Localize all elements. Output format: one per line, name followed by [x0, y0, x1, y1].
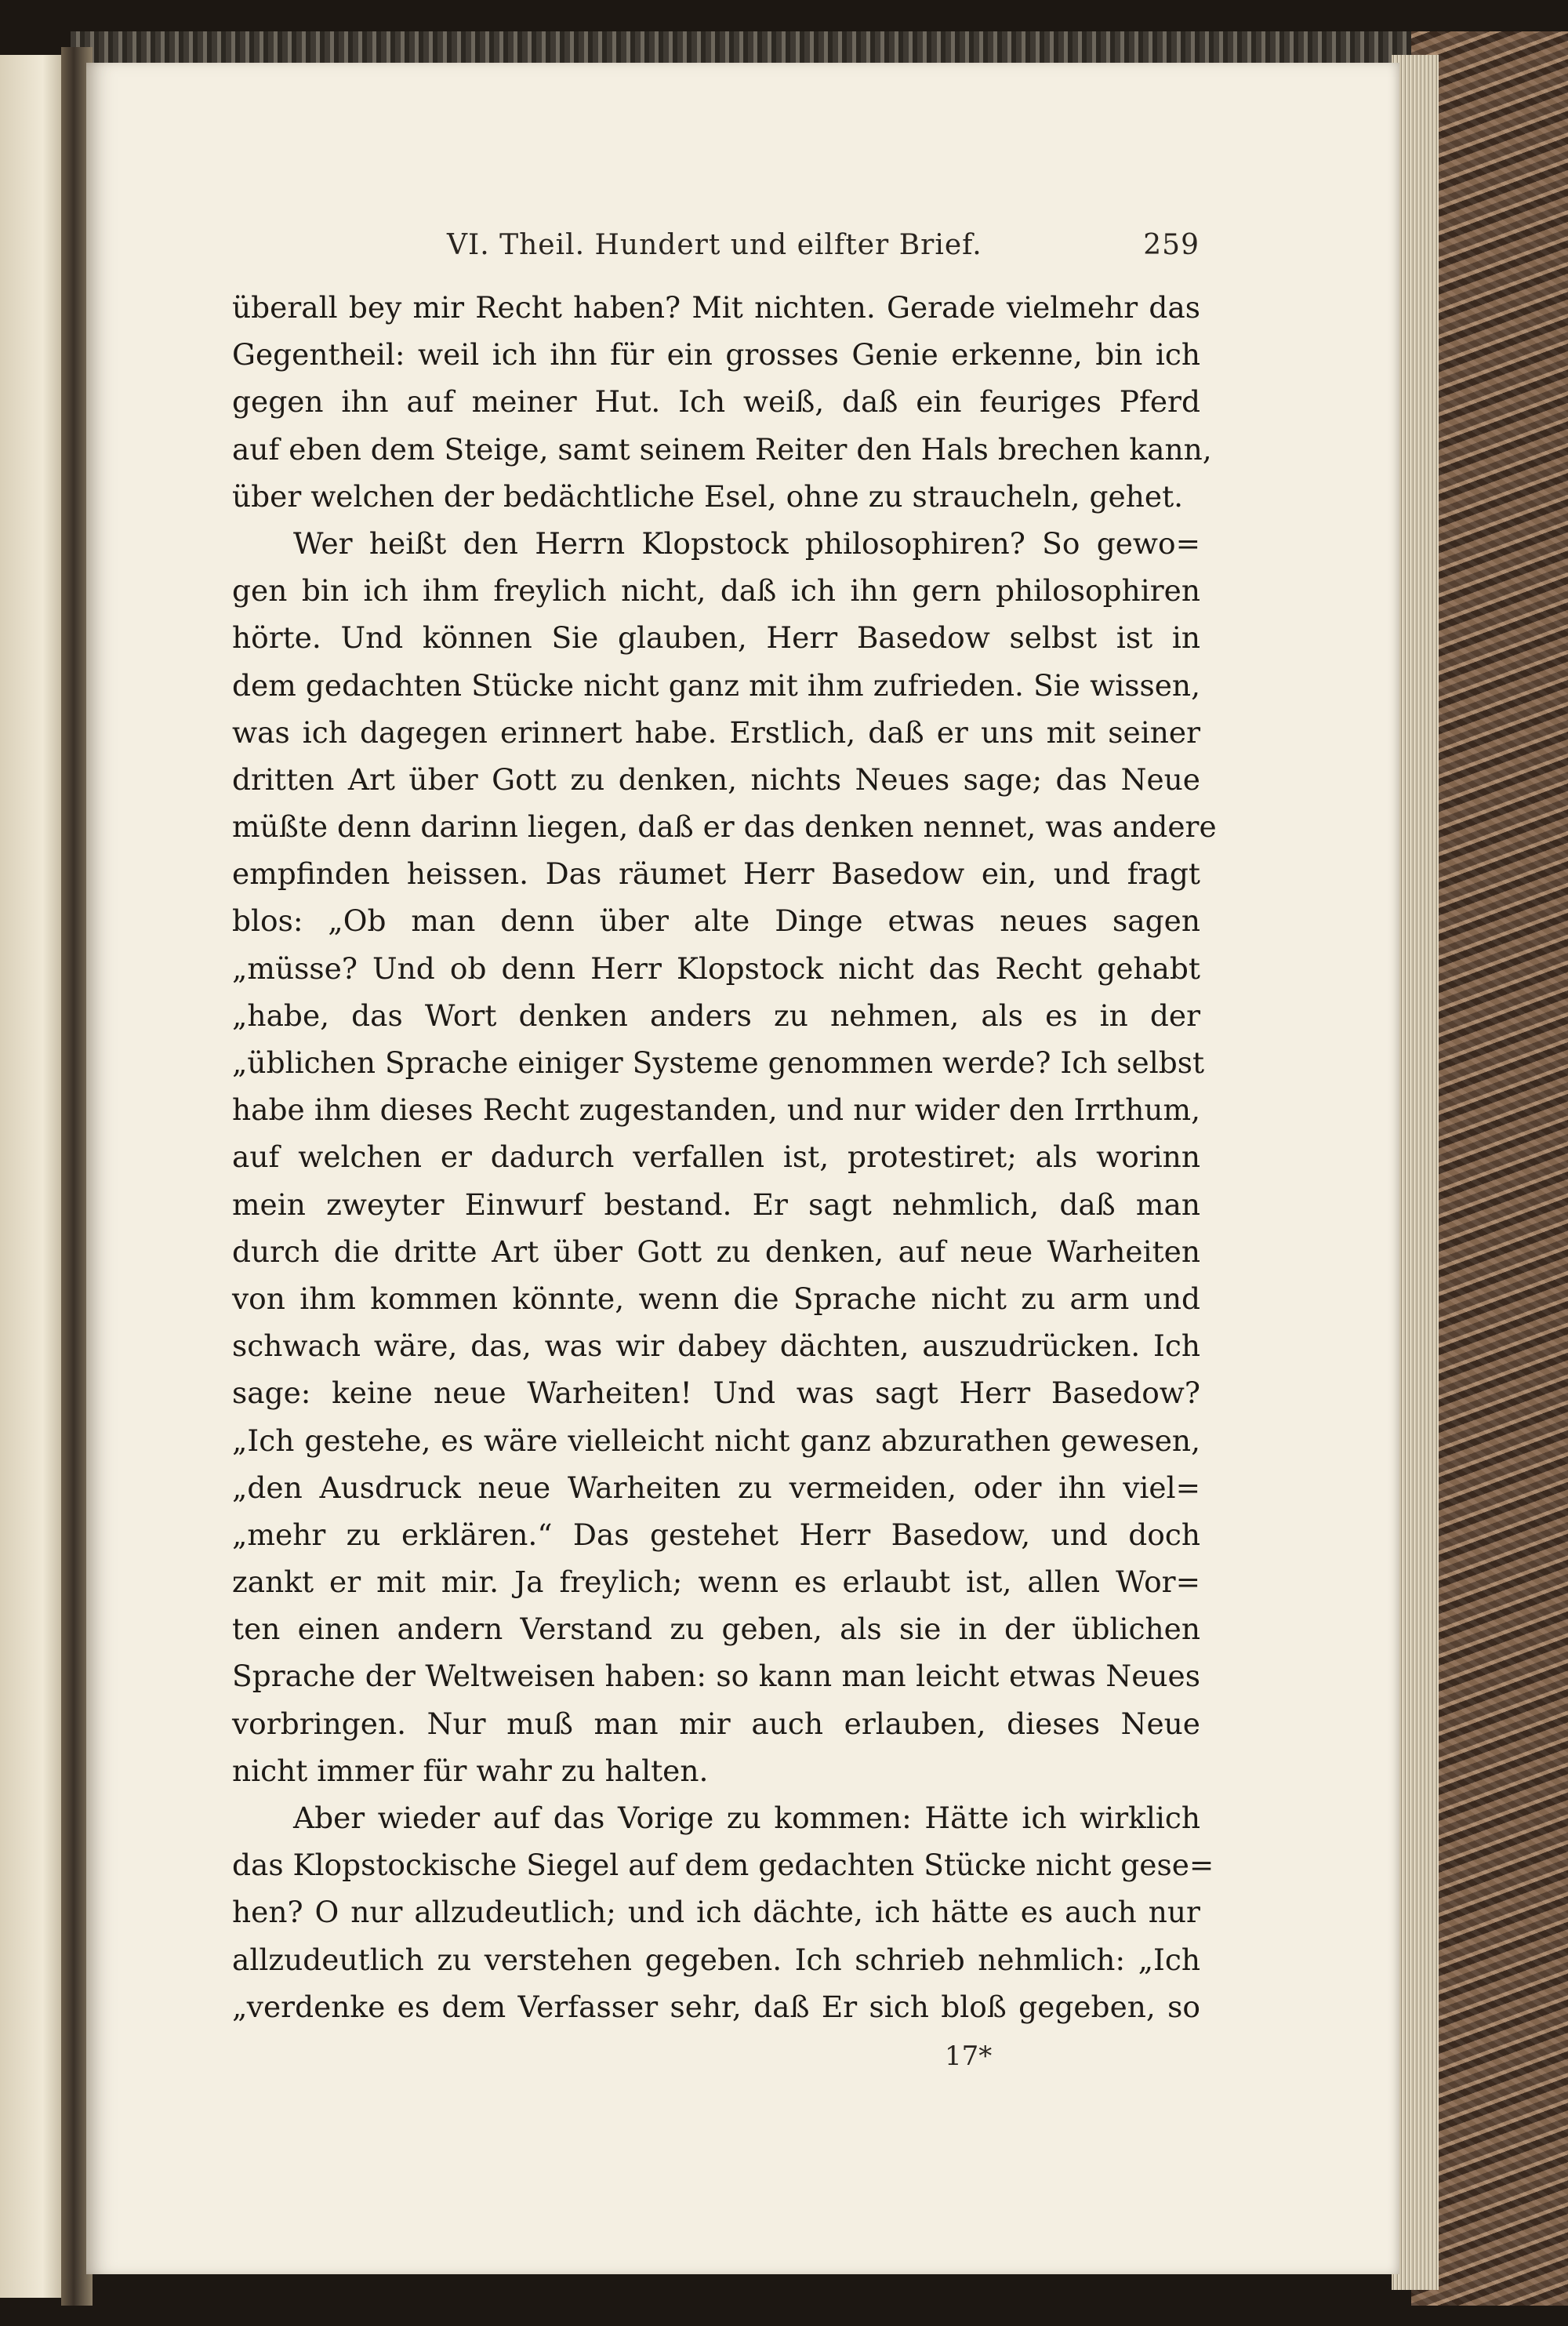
- text-line: allzudeutlich zu verstehen gegeben. Ich schrieb nehmlich: „Ich: [232, 1942, 1200, 1977]
- text-line: blos: „Ob man denn über alte Dinge etwas neues sagen: [232, 903, 1200, 939]
- text-line: von ihm kommen könnte, wenn die Sprache nicht zu arm und: [232, 1281, 1200, 1316]
- text-line: müßte denn darinn liegen, daß er das denken nennet, was andere: [232, 809, 1217, 845]
- text-line: schwach wäre, das, was wir dabey dächten, auszudrücken. Ich: [232, 1328, 1200, 1364]
- text-line: durch die dritte Art über Gott zu denken, auf neue Warheiten: [232, 1234, 1200, 1269]
- text-line: ten einen andern Verstand zu geben, als sie in der üblichen: [232, 1612, 1200, 1647]
- text-line: zankt er mit mir. Ja freylich; wenn es erlaubt ist, allen Wor=: [232, 1565, 1200, 1600]
- text-line: gegen ihn auf meiner Hut. Ich weiß, daß ein feuriges Pferd: [232, 384, 1200, 420]
- text-line: mein zweyter Einwurf bestand. Er sagt nehmlich, daß man: [232, 1187, 1200, 1222]
- book-top-edge: [71, 31, 1450, 63]
- body-text: [232, 284, 1217, 2030]
- text-line: auf eben dem Steige, samt seinem Reiter den Hals brechen kann,: [232, 431, 1212, 467]
- text-line: habe ihm dieses Recht zugestanden, und nur wider den Irrthum,: [232, 1092, 1200, 1128]
- signature-mark: 17*: [945, 2041, 993, 2072]
- text-line: „üblichen Sprache einiger Systeme genommen werde? Ich selbst: [232, 1045, 1205, 1080]
- page-number: 259: [1143, 229, 1200, 261]
- text-line: vorbringen. Nur muß man mir auch erlauben, dieses Neue: [232, 1706, 1200, 1741]
- text-line: Gegentheil: weil ich ihn für ein grosses Genie erkenne, bin ich: [232, 337, 1200, 373]
- text-line: nicht immer für wahr zu halten.: [232, 1753, 709, 1788]
- text-line: auf welchen er dadurch verfallen ist, protestiret; als worinn: [232, 1139, 1200, 1175]
- text-line: Sprache der Weltweisen haben: so kann man leicht etwas Neues: [232, 1659, 1200, 1694]
- text-line: Aber wieder auf das Vorige zu kommen: Hätte ich wirklich: [293, 1801, 1200, 1835]
- text-line: was ich dagegen erinnert habe. Erstlich, daß er uns mit seiner: [232, 714, 1200, 750]
- text-line: dem gedachten Stücke nicht ganz mit ihm zufrieden. Sie wissen,: [232, 667, 1200, 703]
- text-line: dritten Art über Gott zu denken, nichts Neues sage; das Neue: [232, 761, 1200, 797]
- text-line: „mehr zu erklären.“ Das gestehet Herr Basedow, und doch: [232, 1517, 1200, 1552]
- text-line: „Ich gestehe, es wäre vielleicht nicht ganz abzurathen gewesen,: [232, 1423, 1200, 1458]
- running-head: [408, 229, 1200, 268]
- text-line: über welchen der bedächtliche Esel, ohne zu straucheln, gehet.: [232, 478, 1184, 514]
- text-line: überall bey mir Recht haben? Mit nichten. Gerade vielmehr das: [232, 290, 1200, 325]
- text-line: Wer heißt den Herrn Klopstock philosophiren? So gewo=: [293, 525, 1200, 561]
- text-line: „den Ausdruck neue Warheiten zu vermeiden, oder ihn viel=: [232, 1470, 1200, 1505]
- text-line: hörte. Und können Sie glauben, Herr Basedow selbst ist in: [232, 620, 1200, 656]
- text-line: sage: keine neue Warheiten! Und was sagt Herr Basedow?: [232, 1376, 1200, 1411]
- text-line: „habe, das Wort denken anders zu nehmen, als es in der: [232, 998, 1200, 1033]
- text-line: „müsse? Und ob denn Herr Klopstock nicht das Recht gehabt: [232, 950, 1200, 986]
- text-line: „verdenke es dem Verfasser sehr, daß Er sich bloß gegeben, so: [232, 1989, 1200, 2024]
- facing-page-edge: [0, 55, 61, 2298]
- running-title: VI. Theil. Hundert und eilfter Brief.: [447, 229, 982, 261]
- text-line: hen? O nur allzudeutlich; und ich dächte, ich hätte es auch nur: [232, 1895, 1200, 1930]
- text-line: das Klopstockische Siegel auf dem gedachten Stücke nicht gese=: [232, 1848, 1214, 1883]
- text-line: empfinden heissen. Das räumet Herr Basedow ein, und fragt: [232, 856, 1200, 892]
- text-line: gen bin ich ihm freylich nicht, daß ich ihn gern philosophiren: [232, 573, 1200, 609]
